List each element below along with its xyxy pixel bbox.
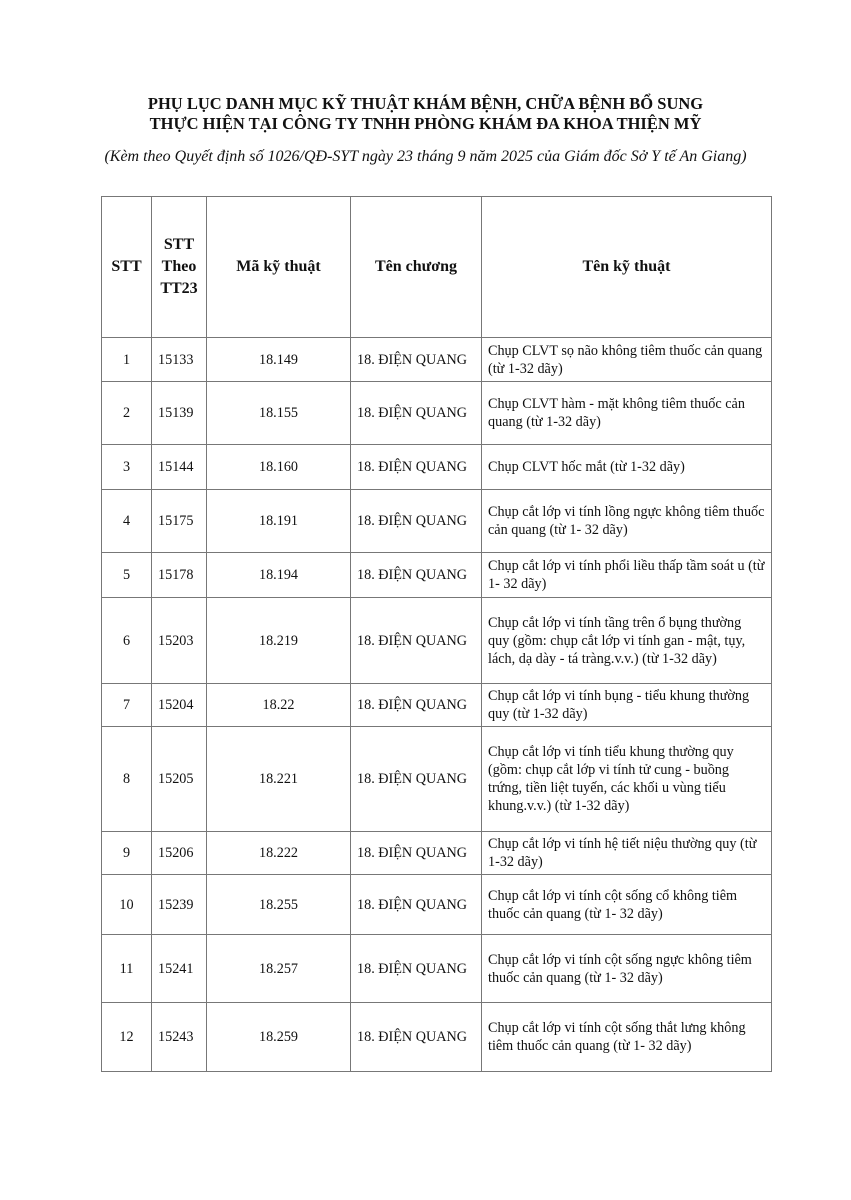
table-row [102, 684, 772, 727]
cell-stt: 7 [102, 684, 152, 727]
cell-stt-tt23: 15139 [152, 382, 207, 445]
cell-stt-tt23: 15241 [152, 935, 207, 1003]
document-title-line1: PHỤ LỤC DANH MỤC KỸ THUẬT KHÁM BỆNH, CHỮA BỆNH BỔ SUNG [147, 94, 704, 113]
cell-ten-chuong: 18. ĐIỆN QUANG [351, 445, 482, 490]
cell-stt: 6 [102, 598, 152, 684]
cell-ten-chuong: 18. ĐIỆN QUANG [351, 598, 482, 684]
cell-stt: 8 [102, 727, 152, 832]
cell-ten-ky-thuat: Chụp cắt lớp vi tính cột sống thắt lưng không tiêm thuốc cản quang (từ 1- 32 dãy) [482, 1003, 772, 1072]
cell-stt-tt23: 15206 [152, 832, 207, 875]
col-header-ten-chuong: Tên chương [351, 197, 482, 338]
cell-ma-ky-thuat: 18.194 [207, 553, 351, 598]
cell-ten-ky-thuat: Chụp CLVT hốc mắt (từ 1-32 dãy) [482, 445, 772, 490]
cell-stt-tt23: 15204 [152, 684, 207, 727]
table-row [102, 935, 772, 1003]
table-header-row [102, 197, 772, 338]
table-row [102, 727, 772, 832]
document-title-line2: THỰC HIỆN TẠI CÔNG TY TNHH PHÒNG KHÁM ĐA KHOA THIỆN MỸ [149, 114, 702, 133]
cell-ma-ky-thuat: 18.219 [207, 598, 351, 684]
cell-ten-ky-thuat: Chụp CLVT sọ não không tiêm thuốc cản quang (từ 1-32 dãy) [482, 338, 772, 382]
cell-stt: 4 [102, 490, 152, 553]
cell-stt: 2 [102, 382, 152, 445]
table-row [102, 382, 772, 445]
table-row [102, 445, 772, 490]
col-header-stt: STT [102, 197, 152, 338]
cell-stt: 5 [102, 553, 152, 598]
cell-stt-tt23: 15144 [152, 445, 207, 490]
cell-ma-ky-thuat: 18.255 [207, 875, 351, 935]
cell-ma-ky-thuat: 18.259 [207, 1003, 351, 1072]
document-subtitle: (Kèm theo Quyết định số 1026/QĐ-SYT ngày 23 tháng 9 năm 2025 của Giám đốc Sở Y tế An Giang) [104, 148, 747, 165]
cell-ten-ky-thuat: Chụp cắt lớp vi tính cột sống cổ không tiêm thuốc cản quang (từ 1- 32 dãy) [482, 875, 772, 935]
table-row [102, 490, 772, 553]
cell-ten-chuong: 18. ĐIỆN QUANG [351, 684, 482, 727]
cell-stt: 12 [102, 1003, 152, 1072]
cell-ma-ky-thuat: 18.149 [207, 338, 351, 382]
cell-ma-ky-thuat: 18.22 [207, 684, 351, 727]
table-row [102, 1003, 772, 1072]
cell-stt-tt23: 15239 [152, 875, 207, 935]
cell-ma-ky-thuat: 18.155 [207, 382, 351, 445]
cell-stt-tt23: 15243 [152, 1003, 207, 1072]
cell-ten-ky-thuat: Chụp cắt lớp vi tính cột sống ngực không tiêm thuốc cản quang (từ 1- 32 dãy) [482, 935, 772, 1003]
cell-ten-ky-thuat: Chụp cắt lớp vi tính hệ tiết niệu thường quy (từ 1-32 dãy) [482, 832, 772, 875]
cell-ten-chuong: 18. ĐIỆN QUANG [351, 553, 482, 598]
cell-ma-ky-thuat: 18.257 [207, 935, 351, 1003]
cell-stt: 11 [102, 935, 152, 1003]
cell-stt-tt23: 15178 [152, 553, 207, 598]
cell-ten-chuong: 18. ĐIỆN QUANG [351, 875, 482, 935]
cell-ten-ky-thuat: Chụp cắt lớp vi tính tiểu khung thường quy (gồm: chụp cắt lớp vi tính tử cung - buồng trứng, tiền liệt tuyến, các khối u vùng tiểu khung.v.v.) (từ 1-32 dãy) [482, 727, 772, 832]
cell-ten-chuong: 18. ĐIỆN QUANG [351, 338, 482, 382]
cell-stt-tt23: 15205 [152, 727, 207, 832]
cell-ma-ky-thuat: 18.160 [207, 445, 351, 490]
table-row [102, 338, 772, 382]
table-row [102, 553, 772, 598]
cell-stt: 3 [102, 445, 152, 490]
cell-ma-ky-thuat: 18.222 [207, 832, 351, 875]
techniques-table [101, 196, 772, 1072]
cell-stt-tt23: 15175 [152, 490, 207, 553]
cell-ten-ky-thuat: Chụp cắt lớp vi tính phổi liều thấp tầm soát u (từ 1- 32 dãy) [482, 553, 772, 598]
cell-stt: 10 [102, 875, 152, 935]
cell-stt-tt23: 15133 [152, 338, 207, 382]
cell-ten-ky-thuat: Chụp CLVT hàm - mặt không tiêm thuốc cản quang (từ 1-32 dãy) [482, 382, 772, 445]
cell-stt-tt23: 15203 [152, 598, 207, 684]
cell-ten-chuong: 18. ĐIỆN QUANG [351, 490, 482, 553]
cell-ma-ky-thuat: 18.191 [207, 490, 351, 553]
cell-ten-chuong: 18. ĐIỆN QUANG [351, 832, 482, 875]
cell-stt: 1 [102, 338, 152, 382]
col-header-stt-tt23: STT Theo TT23 [152, 197, 207, 338]
cell-ma-ky-thuat: 18.221 [207, 727, 351, 832]
cell-ten-chuong: 18. ĐIỆN QUANG [351, 1003, 482, 1072]
col-header-ten-ky-thuat: Tên kỹ thuật [482, 197, 772, 338]
cell-ten-chuong: 18. ĐIỆN QUANG [351, 935, 482, 1003]
cell-ten-chuong: 18. ĐIỆN QUANG [351, 727, 482, 832]
table-row [102, 832, 772, 875]
cell-ten-ky-thuat: Chụp cắt lớp vi tính tầng trên ổ bụng thường quy (gồm: chụp cắt lớp vi tính gan - mật, tụy, lách, dạ dày - tá tràng.v.v.) (từ 1-32 dãy) [482, 598, 772, 684]
col-header-ma-ky-thuat: Mã kỹ thuật [207, 197, 351, 338]
cell-stt: 9 [102, 832, 152, 875]
cell-ten-ky-thuat: Chụp cắt lớp vi tính bụng - tiểu khung thường quy (từ 1-32 dãy) [482, 684, 772, 727]
cell-ten-ky-thuat: Chụp cắt lớp vi tính lồng ngực không tiêm thuốc cản quang (từ 1- 32 dãy) [482, 490, 772, 553]
table-row [102, 875, 772, 935]
cell-ten-chuong: 18. ĐIỆN QUANG [351, 382, 482, 445]
table-row [102, 598, 772, 684]
